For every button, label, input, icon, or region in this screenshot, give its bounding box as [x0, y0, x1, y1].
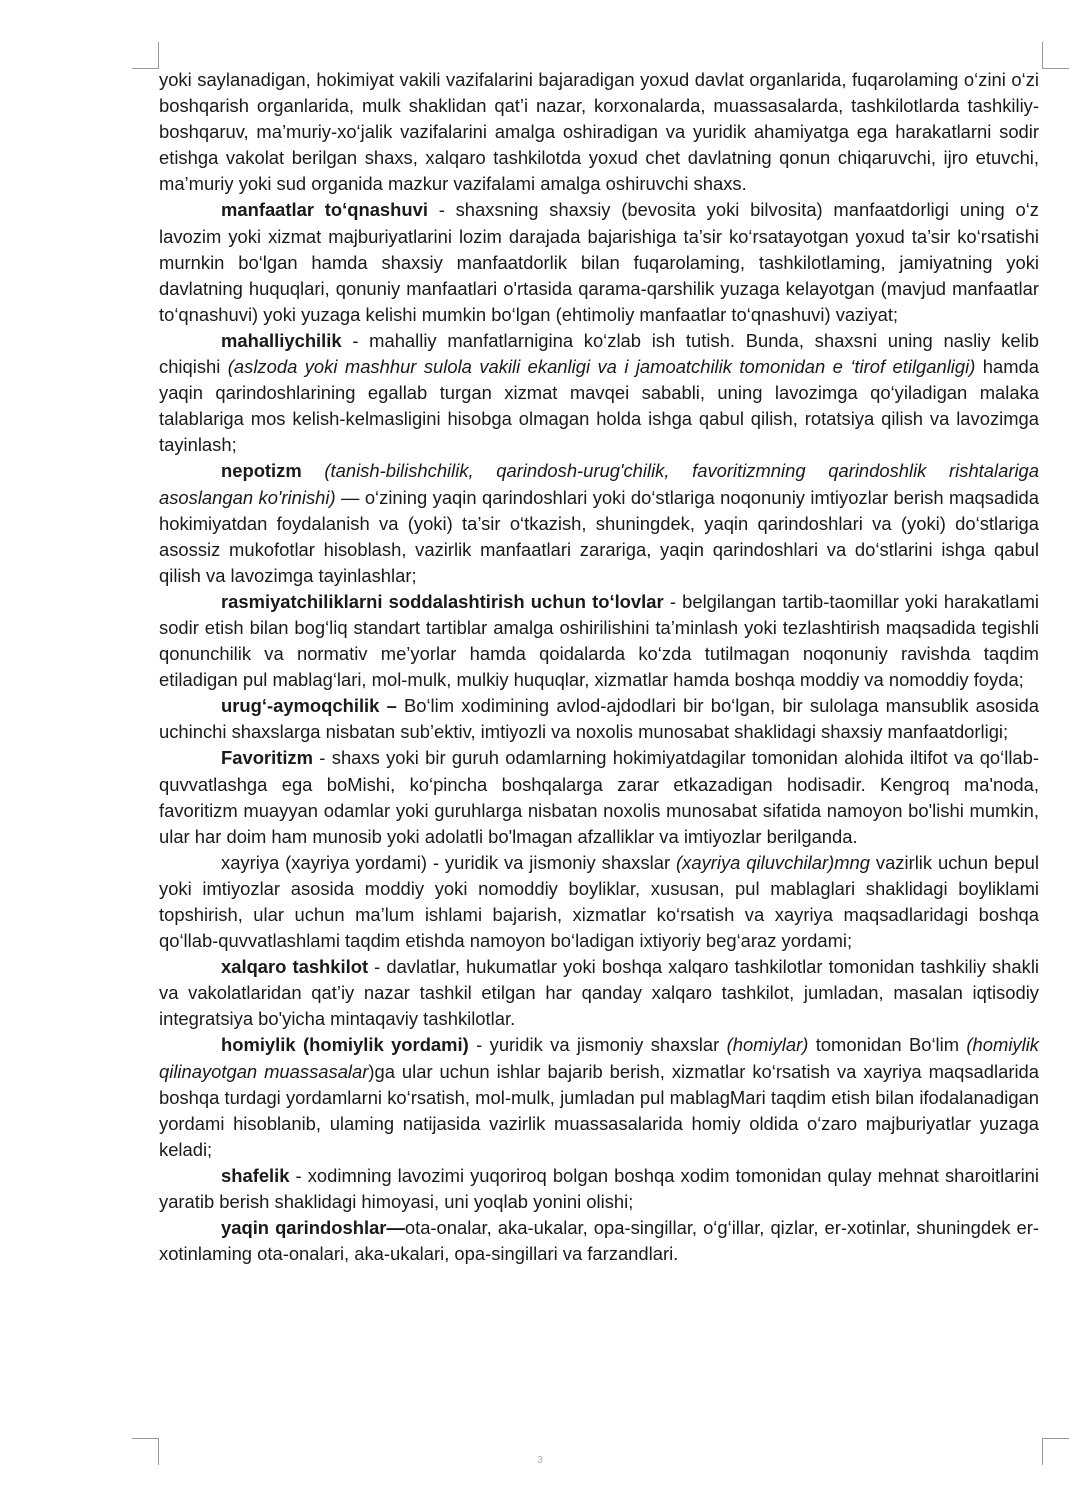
term: shafelik	[221, 1164, 290, 1186]
body-text: hamda yaqin qarindoshlarining egallab turgan xizmat mavqei sababli, uning lavozimga qo‘yiladigan malaka talablariga mos kelish-kelmasligini hisobga olmagan holda ishga qabul qilish, rotatsiya qilish va lavozimga tayinlash;	[159, 356, 1039, 456]
paragraph	[159, 328, 1039, 458]
paragraph	[159, 745, 1039, 849]
crop-mark-top-left	[132, 42, 159, 69]
term: urug‘-aymoqchilik –	[221, 695, 397, 717]
italic-text: (tanish-bilishchilik, qarindosh-urug'chilik, favoritizmning qarindoshlik rishtalariga asoslangan ko'rinishi)	[159, 460, 1039, 508]
paragraph	[159, 589, 1039, 693]
body-text: - yuridik va jismoniy shaxslar	[468, 1034, 727, 1056]
body-text: xayriya (xayriya yordami) - yuridik va jismoniy shaxslar	[221, 851, 677, 873]
paragraph	[159, 693, 1039, 745]
body-text: vazirlik uchun bepul yoki imtiyozlar asosida moddiy yoki nomoddiy boyliklar, xususan, pul mablaglari shaklidagi boyliklami topshirish, ular uchun ma’lum ishlami bajarish, xizmatlar ko‘rsatish va xayriya maqsadlaridagi boshqa qo‘llab-quvvatlashlami taqdim etishda namoyon bo‘ladigan ixtiyoriy beg‘araz yordami;	[159, 851, 1039, 952]
paragraph	[159, 1215, 1039, 1267]
crop-mark-top-right	[1042, 42, 1069, 69]
page-number: 3	[537, 1455, 543, 1466]
term: yaqin qarindoshlar—	[221, 1217, 405, 1239]
document-body	[159, 67, 1039, 1267]
paragraph	[159, 1163, 1039, 1215]
italic-text: (xayriya qiluvchilar)mng	[676, 851, 870, 873]
body-text: - belgilangan tartib-taomillar yoki harakatlami sodir etish bilan bog‘liq standart tartiblar amalga oshirilishini ta’minlash yoki tezlashtirish maqsadida tegishli qonunchilik va normativ me’yorlar hamda qoidalarda ko‘zda tutilmagan noqonuniy ravishda taqdim etiladigan pul mablag‘lari, mol-mulk, mulkiy huquqlar, xizmatlar hamda boshqa moddiy va nomoddiy foyda;	[159, 590, 1039, 691]
paragraph	[159, 850, 1039, 954]
term: mahalliychilik	[221, 329, 342, 351]
body-text: Bo‘lim xodimining avlod-ajdodlari bir bo‘lgan, bir sulolaga mansublik asosida uchinchi shaxslarga nisbatan sub’ektiv, imtiyozli va noxolis munosabat shaklidagi shaxsiy manfaatdorligi;	[159, 695, 1039, 743]
italic-text: (aslzoda yoki mashhur sulola vakili ekanligi va i jamoatchilik tomonidan e ‘tirof etilganligi)	[227, 356, 976, 378]
paragraph	[159, 197, 1039, 327]
term: xalqaro tashkilot	[221, 956, 369, 978]
body-text: yoki saylanadigan, hokimiyat vakili vazifalarini bajaradigan yoxud davlat organlarida, fuqarolaming o‘zini o‘zi boshqarish organlarida, mulk shaklidan qat’i nazar, korxonalarda, muassasalarda, tashkilotlarda tashkiliy-boshqaruv, ma’muriy-xo‘jalik vazifalarini amalga oshiradigan va yuridik ahamiyatga ega harakatlarni sodir etishga vakolat berilgan shaxs, xalqaro tashkilotda yoxud chet davlatning qonun chiqaruvchi, ijro etuvchi, ma’muriy yoki sud organida mazkur vazifalami amalga oshiruvchi shaxs.	[159, 69, 1039, 195]
body-text: )ga ular uchun ishlar bajarib berish, xizmatlar ko‘rsatish va xayriya maqsadlarida boshqa turdagi yordamlarni ko‘rsatish, mol-mulk, jumladan pul mablagMari taqdim etish bilan ifodalanadigan yordami hisoblanib, ulaming natijasida vazirlik muassasalarida homiy oldida o‘zaro majburiyatlar yuzaga keladi;	[159, 1060, 1039, 1160]
body-text	[302, 460, 325, 481]
term: rasmiyatchiliklarni soddalashtirish uchun to‘lovlar	[221, 590, 664, 612]
body-text: - shaxs yoki bir guruh odamlarning hokimiyatdagilar tomonidan alohida iltifot va qo‘llab-quvvatlashga ega boMishi, ko‘pincha boshqalarga zarar etkazadigan hodisadir. Kengroq ma'noda, favoritizm muayyan odamlar yoki guruhlarga nisbatan noxolis munosabat sifatida namoyon bo'lishi mumkin, ular har doim ham munosib yoki adolatli bo'lmagan afzalliklar va imtiyozlar berilganda.	[159, 747, 1039, 847]
paragraph	[159, 954, 1039, 1032]
paragraph	[159, 1032, 1039, 1162]
body-text: ota-onalar, aka-ukalar, opa-singillar, o‘g‘illar, qizlar, er-xotinlar, shuningdek er-xotinlaming ota-onalari, aka-ukalari, opa-singillari va farzandlari.	[159, 1217, 1039, 1265]
body-text: - xodimning lavozimi yuqoriroq bolgan boshqa xodim tomonidan qulay mehnat sharoitlarini yaratib berish shaklidagi himoyasi, uni yoqlab yonini olishi;	[159, 1164, 1039, 1213]
body-text: - mahalliy manfatlarnigina ko‘zlab ish tutish. Bunda, shaxsni uning nasliy kelib chiqishi	[159, 329, 1039, 378]
body-text: tomonidan Bo‘lim	[808, 1034, 967, 1056]
term: Favoritizm	[221, 747, 313, 769]
body-text: - davlatlar, hukumatlar yoki boshqa xalqaro tashkilotlar tomonidan tashkiliy shakli va vakolatlaridan qat’iy nazar tashkil etilgan har qanday xalqaro tashkilot, jumladan, masalan iqtisodiy integratsiya bo'yicha mintaqaviy tashkilotlar.	[159, 956, 1039, 1030]
paragraph	[159, 67, 1039, 197]
term: manfaatlar to‘qnashuvi	[221, 199, 428, 221]
body-text: - shaxsning shaxsiy (bevosita yoki bilvosita) manfaatdorligi uning o‘z lavozim yoki xizmat majburiyatlarini lozim darajada bajarishiga ta’sir ko‘rsatayotgan yoxud ta’sir ko‘rsatishi murnkin bo‘lgan hamda shaxsiy manfaatdorlik bilan fuqarolaming, tashkilotlaming, jamiyatning yoki davlatning huquqlari, qonuniy manfaatlari o'rtasida qarama-qarshilik yuzaga kelayotgan (mavjud manfaatlar to‘qnashuvi) yoki yuzaga kelishi mumkin bo‘lgan (ehtimoliy manfaatlar to‘qnashuvi) vaziyat;	[159, 199, 1039, 325]
term: nepotizm	[221, 460, 302, 482]
italic-text: (homiylik qilinayotgan muassasalar	[159, 1034, 1039, 1082]
paragraph	[159, 458, 1039, 588]
body-text: — o‘zining yaqin qarindoshlari yoki do‘stlariga noqonuniy imtiyozlar berish maqsadida hokimiyatdan foydalanish va (yoki) ta’sir o‘tkazish, shuningdek, yaqin qarindoshlari va (yoki) do‘stlariga asossiz mukofotlar hisoblash, vazirlik manfaatlari zarariga, yaqin qarindoshlari va do‘stlarini ishga qabul qilish va lavozimga tayinlashlar;	[159, 486, 1039, 586]
italic-text: (homiylar)	[726, 1034, 809, 1056]
term: homiylik (homiylik yordami)	[221, 1034, 469, 1056]
